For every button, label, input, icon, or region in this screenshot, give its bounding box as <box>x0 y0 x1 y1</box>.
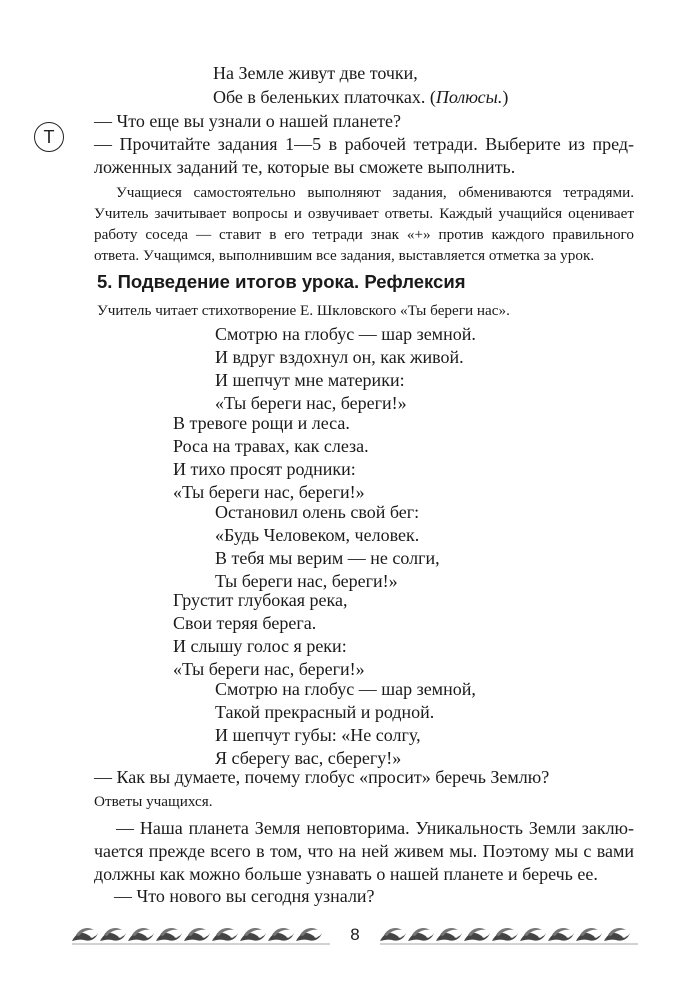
teacher-marker-icon <box>34 122 64 152</box>
poem-line: И шепчут мне материки: <box>215 370 405 390</box>
right-ornament-icon <box>378 921 640 947</box>
riddle-line-2-text: Обе в беленьких платочках. ( <box>213 87 436 107</box>
left-ornament-icon <box>72 921 334 947</box>
poem-line: И шепчут губы: «Не солгу, <box>215 725 421 745</box>
poem-line: Смотрю на глобус — шар земной, <box>215 679 476 699</box>
poem-line: Такой прекрасный и родной. <box>215 702 435 722</box>
student-answers-note: Ответы учащихся. <box>94 793 213 810</box>
poem-line: «Ты береги нас, береги!» <box>173 659 365 679</box>
poem-line: Я сберегу вас, сберегу!» <box>215 748 402 768</box>
riddle-line-2-close: ) <box>502 87 509 107</box>
ornament-waves <box>380 928 630 941</box>
section-heading: 5. Подведение итогов урока. Рефлексия <box>97 271 466 292</box>
procedure-note: Учащиеся самостоятельно выполняют задания, обмениваются тетрадями. Учитель зачитывает вопросы и озвучивает ответы. Каждый учащийся оценивает работу соседа — ставит в его тетради знак «+» против каждого правильного ответа. Учащимся, выполнившим все задания, выставляется отметка за урок. <box>94 184 634 264</box>
riddle-line-2 <box>213 86 508 109</box>
poem-line: Остановил олень свой бег: <box>215 502 420 522</box>
section-intro: Учитель читает стихотворение Е. Шкловского «Ты береги нас». <box>97 302 510 319</box>
poem-line: И тихо просят родники: <box>173 459 356 479</box>
poem-line: Ты береги нас, береги!» <box>215 571 398 591</box>
poem-line: В тревоге рощи и леса. <box>173 413 350 433</box>
poem-line: В тебя мы верим — не солги, <box>215 548 440 568</box>
poem-line: Смотрю на глобус — шар земной. <box>215 324 476 344</box>
teacher-question-1: — Что еще вы узнали о нашей планете? <box>94 111 401 131</box>
poem-line: Роса на травах, как слеза. <box>173 436 369 456</box>
poem-line: «Будь Человеком, человек. <box>215 525 420 545</box>
teacher-instruction: — Прочитайте задания 1—5 в рабочей тетради. Выберите из предложенных заданий те, которые вы сможете выполнить. <box>94 134 634 177</box>
teacher-question-2: — Как вы думаете, почему глобус «просит» беречь Землю? <box>94 767 550 787</box>
riddle-line-1: На Земле живут две точки, <box>213 63 418 83</box>
poem-line: «Ты береги нас, береги!» <box>173 482 365 502</box>
ornament-waves <box>72 928 322 941</box>
poem-line: И слышу голос я реки: <box>173 636 347 656</box>
teacher-conclusion: — Наша планета Земля неповторима. Уникальность Земли заключается прежде всего в том, что на ней живем мы. Поэтому мы с вами должны как можно больше узнавать о нашей планете и беречь ее. <box>94 818 634 884</box>
teacher-marker-letter: Т <box>43 126 55 147</box>
page-number: 8 <box>350 925 360 944</box>
poem-line: Свои теряя берега. <box>173 613 317 633</box>
poem-line: И вдруг вздохнул он, как живой. <box>215 347 464 367</box>
teacher-question-3: — Что нового вы сегодня узнали? <box>114 886 375 906</box>
poem-line: Грустит глубокая река, <box>173 590 348 610</box>
riddle-answer: Полюсы. <box>435 87 503 107</box>
poem-line: «Ты береги нас, береги!» <box>215 393 407 413</box>
